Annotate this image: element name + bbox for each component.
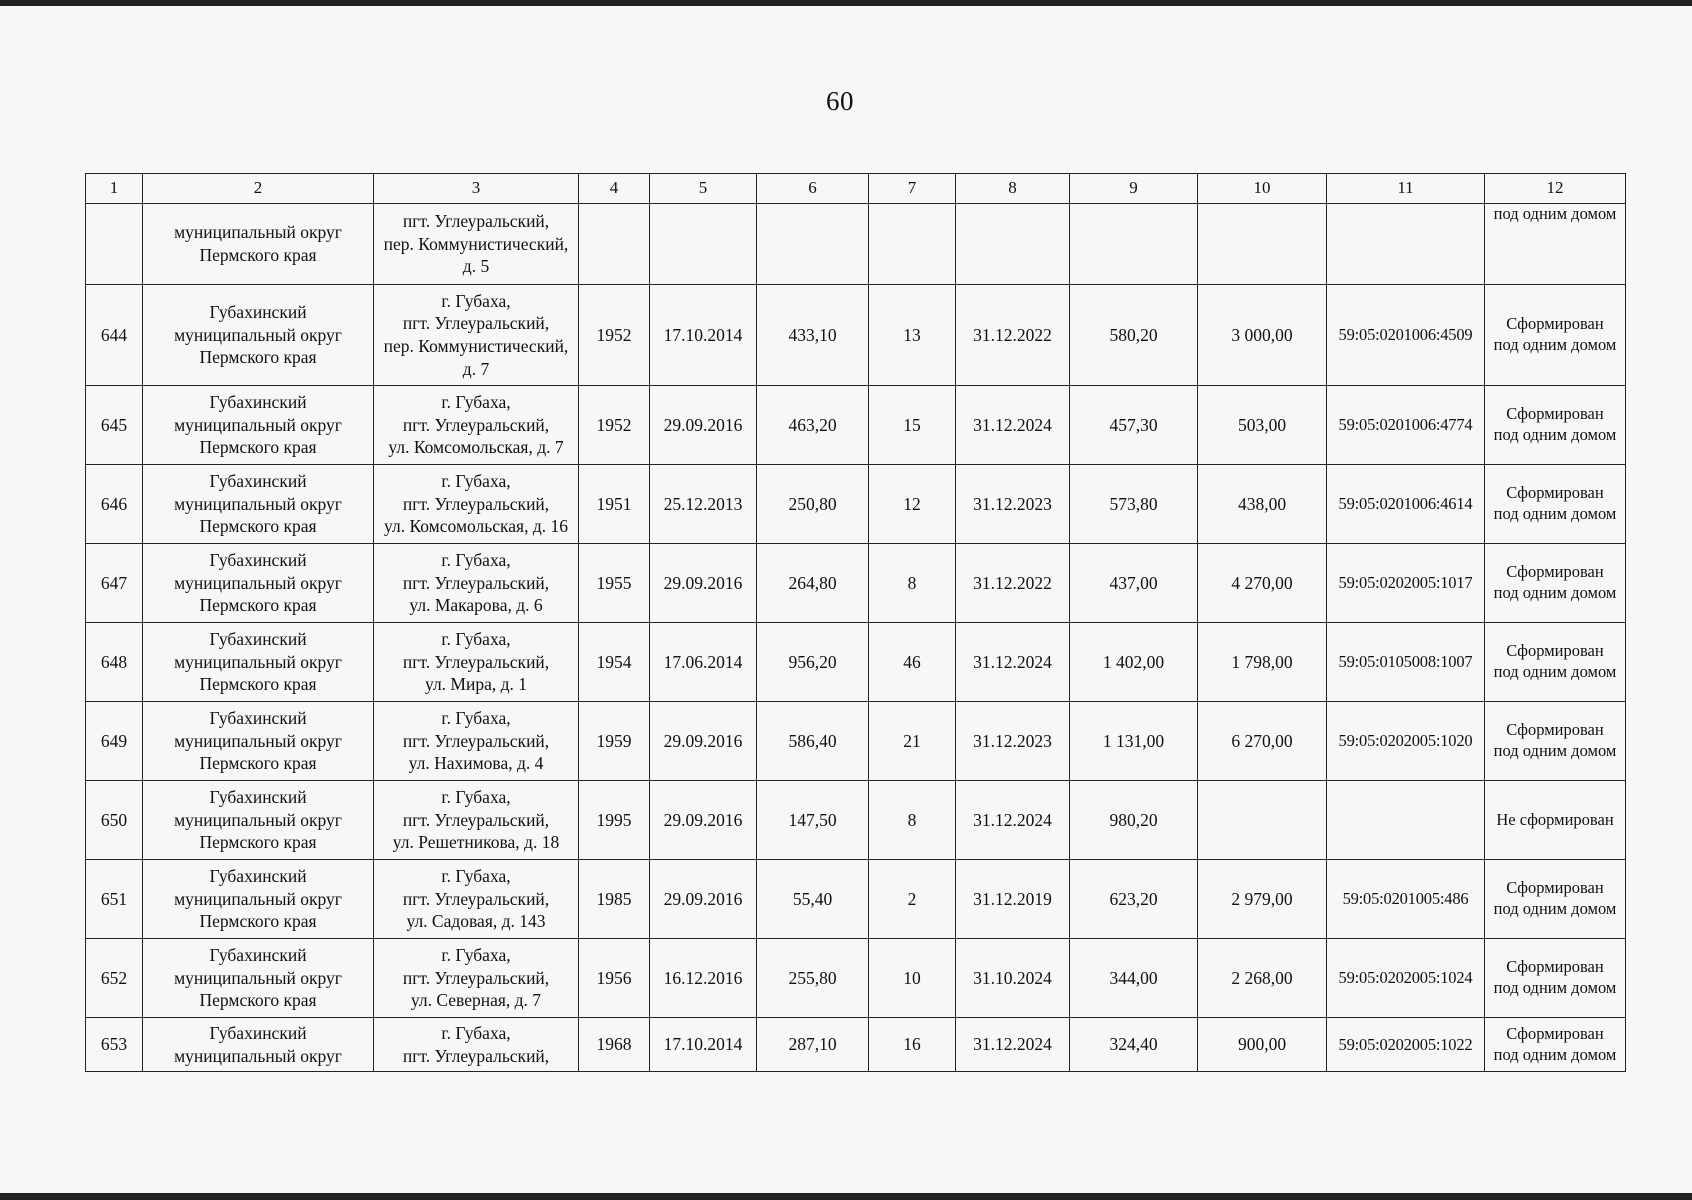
land-status-cell (1485, 939, 1626, 1018)
residents-cell (869, 204, 956, 285)
year-built-cell: 1955 (579, 544, 650, 623)
address-cell-line: г. Губаха, (441, 290, 511, 311)
address-cell-line: д. 7 (462, 358, 490, 379)
municipality-cell-line: Губахинский (209, 301, 307, 322)
municipality-cell-line: Губахинский (209, 944, 307, 965)
housing-registry-table (85, 173, 1626, 1072)
address-cell (374, 1018, 579, 1072)
address-cell-line: г. Губаха, (441, 707, 511, 728)
column-number: 3 (374, 174, 579, 204)
year-built-cell (579, 204, 650, 285)
land-area-cell: 4 270,00 (1198, 544, 1327, 623)
cadastral-number-cell: 59:05:0202005:1020 (1327, 702, 1485, 781)
column-number: 5 (650, 174, 757, 204)
land-status-cell-line: под одним домом (1493, 204, 1617, 223)
land-status-cell (1485, 781, 1626, 860)
residents-cell: 46 (869, 623, 956, 702)
deadline-date-cell (956, 204, 1070, 285)
year-built-cell: 1952 (579, 285, 650, 386)
column-number: 2 (143, 174, 374, 204)
land-area-cell: 2 979,00 (1198, 860, 1327, 939)
deadline-date-cell: 31.12.2024 (956, 1018, 1070, 1072)
address-cell-line: пгт. Углеуральский, (402, 967, 550, 988)
land-status-cell (1485, 285, 1626, 386)
area-cell: 586,40 (757, 702, 869, 781)
year-built-cell: 1956 (579, 939, 650, 1018)
cadastral-number-cell: 59:05:0201005:486 (1327, 860, 1485, 939)
row-number: 653 (86, 1018, 143, 1072)
table-row (86, 285, 1626, 386)
row-number: 650 (86, 781, 143, 860)
municipality-cell-line: Пермского края (199, 245, 317, 265)
column-number: 8 (956, 174, 1070, 204)
area-cell: 264,80 (757, 544, 869, 623)
address-cell-line: ул. Комсомольская, д. 16 (384, 516, 568, 537)
land-area-cell: 438,00 (1198, 465, 1327, 544)
area-cell: 463,20 (757, 386, 869, 465)
municipality-cell (143, 1018, 374, 1072)
land-status-cell-line: под одним домом (1493, 425, 1617, 444)
residents-cell: 16 (869, 1018, 956, 1072)
municipality-cell (143, 285, 374, 386)
municipality-cell (143, 702, 374, 781)
land-status-cell (1485, 702, 1626, 781)
municipality-cell-line: муниципальный округ (174, 730, 342, 751)
address-cell-line: пгт. Углеуральский, (402, 493, 550, 514)
municipality-cell-line: Губахинский (209, 1022, 307, 1043)
value-cell: 980,20 (1070, 781, 1198, 860)
year-built-cell: 1985 (579, 860, 650, 939)
row-number: 647 (86, 544, 143, 623)
value-cell: 437,00 (1070, 544, 1198, 623)
value-cell: 1 402,00 (1070, 623, 1198, 702)
land-status-cell (1485, 386, 1626, 465)
land-status-cell (1485, 860, 1626, 939)
land-status-cell (1485, 623, 1626, 702)
municipality-cell-line: Губахинский (209, 707, 307, 728)
address-cell-line: ул. Мира, д. 1 (424, 674, 528, 695)
date-cell: 29.09.2016 (650, 386, 757, 465)
land-status-cell-line: Сформирован (1506, 957, 1604, 977)
address-cell-line: пгт. Углеуральский, (402, 1045, 550, 1066)
row-number (86, 204, 143, 285)
area-cell: 433,10 (757, 285, 869, 386)
land-status-cell-line: Сформирован (1506, 878, 1604, 898)
municipality-cell-line: Губахинский (209, 549, 307, 570)
address-cell-line: пгт. Углеуральский, (402, 730, 550, 751)
value-cell: 580,20 (1070, 285, 1198, 386)
row-number: 646 (86, 465, 143, 544)
address-cell (374, 386, 579, 465)
column-number: 10 (1198, 174, 1327, 204)
table-row (86, 623, 1626, 702)
area-cell: 147,50 (757, 781, 869, 860)
table-row (86, 860, 1626, 939)
municipality-cell-line: муниципальный округ (174, 967, 342, 988)
deadline-date-cell: 31.12.2023 (956, 465, 1070, 544)
municipality-cell-line: Губахинский (209, 391, 307, 412)
date-cell: 29.09.2016 (650, 702, 757, 781)
column-number: 12 (1485, 174, 1626, 204)
municipality-cell-line: муниципальный округ (174, 222, 342, 243)
municipality-cell-line: муниципальный округ (174, 414, 342, 435)
land-status-cell-line: под одним домом (1493, 335, 1617, 354)
land-status-cell-line: под одним домом (1493, 899, 1617, 918)
table-row (86, 939, 1626, 1018)
municipality-cell-line: Пермского края (199, 347, 317, 368)
land-status-cell-line: Не сформирован (1496, 809, 1614, 829)
row-number: 644 (86, 285, 143, 386)
cadastral-number-cell (1327, 781, 1485, 860)
municipality-cell-line: муниципальный округ (174, 888, 342, 909)
address-cell-line: пгт. Углеуральский, (402, 210, 550, 231)
municipality-cell-line: Пермского края (199, 595, 317, 616)
land-status-cell-line: под одним домом (1493, 741, 1617, 760)
address-cell (374, 285, 579, 386)
municipality-cell-line: Пермского края (199, 990, 317, 1011)
land-area-cell: 503,00 (1198, 386, 1327, 465)
land-status-cell-line: под одним домом (1493, 662, 1617, 681)
municipality-cell (143, 623, 374, 702)
residents-cell: 10 (869, 939, 956, 1018)
year-built-cell: 1995 (579, 781, 650, 860)
deadline-date-cell: 31.12.2019 (956, 860, 1070, 939)
cadastral-number-cell: 59:05:0202005:1024 (1327, 939, 1485, 1018)
deadline-date-cell: 31.12.2024 (956, 623, 1070, 702)
address-cell-line: г. Губаха, (441, 470, 511, 491)
address-cell-line: ул. Макарова, д. 6 (409, 595, 543, 616)
date-cell: 17.10.2014 (650, 1018, 757, 1072)
land-status-cell-line: под одним домом (1493, 504, 1617, 523)
land-status-cell-line: под одним домом (1493, 583, 1617, 602)
land-area-cell: 1 798,00 (1198, 623, 1327, 702)
area-cell (757, 204, 869, 285)
deadline-date-cell: 31.12.2022 (956, 544, 1070, 623)
value-cell: 1 131,00 (1070, 702, 1198, 781)
municipality-cell-line: муниципальный округ (174, 809, 342, 830)
deadline-date-cell: 31.10.2024 (956, 939, 1070, 1018)
date-cell: 17.10.2014 (650, 285, 757, 386)
address-cell-line: д. 5 (462, 256, 490, 277)
municipality-cell (143, 860, 374, 939)
cadastral-number-cell: 59:05:0105008:1007 (1327, 623, 1485, 702)
column-number: 11 (1327, 174, 1485, 204)
municipality-cell (143, 465, 374, 544)
address-cell (374, 204, 579, 285)
residents-cell: 13 (869, 285, 956, 386)
date-cell: 16.12.2016 (650, 939, 757, 1018)
area-cell: 255,80 (757, 939, 869, 1018)
date-cell: 17.06.2014 (650, 623, 757, 702)
address-cell-line: ул. Нахимова, д. 4 (408, 753, 544, 774)
land-status-cell-line: Сформирован (1506, 1023, 1604, 1043)
cadastral-number-cell: 59:05:0202005:1022 (1327, 1018, 1485, 1072)
address-cell-line: г. Губаха, (441, 391, 511, 412)
land-status-cell (1485, 544, 1626, 623)
address-cell (374, 781, 579, 860)
land-area-cell: 3 000,00 (1198, 285, 1327, 386)
table-row (86, 465, 1626, 544)
land-area-cell (1198, 781, 1327, 860)
scan-bottom-edge (0, 1193, 1692, 1200)
municipality-cell (143, 781, 374, 860)
row-number: 648 (86, 623, 143, 702)
land-area-cell (1198, 204, 1327, 285)
land-status-cell-line: Сформирован (1506, 404, 1604, 424)
land-status-cell-line: Сформирован (1506, 641, 1604, 661)
area-cell: 287,10 (757, 1018, 869, 1072)
municipality-cell-line: Губахинский (209, 865, 307, 886)
page-number: 60 (826, 86, 854, 116)
date-cell: 29.09.2016 (650, 544, 757, 623)
address-cell-line: г. Губаха, (441, 1022, 511, 1043)
value-cell: 344,00 (1070, 939, 1198, 1018)
row-number: 652 (86, 939, 143, 1018)
municipality-cell-line: Губахинский (209, 786, 307, 807)
municipality-cell (143, 544, 374, 623)
municipality-cell-line: муниципальный округ (174, 324, 342, 345)
address-cell-line: г. Губаха, (441, 628, 511, 649)
table-row (86, 1018, 1626, 1072)
continuation-row (86, 204, 1626, 285)
residents-cell: 21 (869, 702, 956, 781)
address-cell-line: пгт. Углеуральский, (402, 888, 550, 909)
municipality-cell-line: муниципальный округ (174, 1045, 342, 1066)
column-number-row (86, 174, 1626, 204)
municipality-cell (143, 939, 374, 1018)
row-number: 651 (86, 860, 143, 939)
column-number: 9 (1070, 174, 1198, 204)
address-cell-line: пер. Коммунистический, (383, 336, 569, 356)
municipality-cell-line: муниципальный округ (174, 493, 342, 514)
municipality-cell-line: Губахинский (209, 628, 307, 649)
address-cell-line: ул. Решетникова, д. 18 (392, 832, 560, 853)
land-status-cell (1485, 204, 1626, 285)
table-row (86, 702, 1626, 781)
municipality-cell-line: муниципальный округ (174, 572, 342, 593)
land-area-cell: 2 268,00 (1198, 939, 1327, 1018)
land-area-cell: 6 270,00 (1198, 702, 1327, 781)
column-number: 4 (579, 174, 650, 204)
address-cell-line: пгт. Углеуральский, (402, 809, 550, 830)
column-number: 6 (757, 174, 869, 204)
table-row (86, 386, 1626, 465)
address-cell (374, 544, 579, 623)
residents-cell: 12 (869, 465, 956, 544)
municipality-cell (143, 386, 374, 465)
municipality-cell (143, 204, 374, 285)
value-cell: 573,80 (1070, 465, 1198, 544)
land-status-cell (1485, 1018, 1626, 1072)
land-status-cell-line: Сформирован (1506, 562, 1604, 582)
address-cell-line: пгт. Углеуральский, (402, 414, 550, 435)
date-cell: 29.09.2016 (650, 860, 757, 939)
area-cell: 956,20 (757, 623, 869, 702)
address-cell-line: пгт. Углеуральский, (402, 313, 550, 334)
land-status-cell (1485, 465, 1626, 544)
address-cell-line: ул. Комсомольская, д. 7 (388, 437, 564, 458)
value-cell (1070, 204, 1198, 285)
date-cell: 29.09.2016 (650, 781, 757, 860)
land-status-cell-line: Сформирован (1506, 483, 1604, 503)
residents-cell: 2 (869, 860, 956, 939)
column-number: 7 (869, 174, 956, 204)
address-cell-line: г. Губаха, (441, 944, 511, 965)
address-cell-line: г. Губаха, (441, 786, 511, 807)
table-body (86, 204, 1626, 1072)
residents-cell: 8 (869, 781, 956, 860)
table-row (86, 781, 1626, 860)
cadastral-number-cell: 59:05:0201006:4509 (1327, 285, 1485, 386)
row-number: 649 (86, 702, 143, 781)
residents-cell: 15 (869, 386, 956, 465)
value-cell: 623,20 (1070, 860, 1198, 939)
address-cell (374, 860, 579, 939)
address-cell-line: ул. Садовая, д. 143 (406, 911, 546, 932)
municipality-cell-line: Пермского края (199, 753, 317, 774)
address-cell (374, 623, 579, 702)
address-cell (374, 465, 579, 544)
address-cell-line: пгт. Углеуральский, (402, 651, 550, 672)
municipality-cell-line: Пермского края (199, 437, 317, 458)
cadastral-number-cell: 59:05:0201006:4614 (1327, 465, 1485, 544)
table-row (86, 544, 1626, 623)
address-cell-line: пгт. Углеуральский, (402, 572, 550, 593)
land-status-cell-line: Сформирован (1506, 314, 1604, 334)
address-cell-line: пер. Коммунистический, (383, 233, 569, 254)
deadline-date-cell: 31.12.2022 (956, 285, 1070, 386)
year-built-cell: 1952 (579, 386, 650, 465)
municipality-cell-line: Губахинский (209, 470, 307, 491)
column-number: 1 (86, 174, 143, 204)
land-status-cell-line: под одним домом (1493, 978, 1617, 997)
address-cell-line: г. Губаха, (441, 549, 511, 570)
scan-top-edge (0, 0, 1692, 6)
date-cell (650, 204, 757, 285)
deadline-date-cell: 31.12.2024 (956, 386, 1070, 465)
year-built-cell: 1951 (579, 465, 650, 544)
municipality-cell-line: Пермского края (199, 674, 317, 695)
municipality-cell-line: Пермского края (199, 832, 317, 853)
year-built-cell: 1954 (579, 623, 650, 702)
deadline-date-cell: 31.12.2023 (956, 702, 1070, 781)
residents-cell: 8 (869, 544, 956, 623)
municipality-cell-line: муниципальный округ (174, 651, 342, 672)
land-status-cell-line: Сформирован (1506, 720, 1604, 740)
area-cell: 250,80 (757, 465, 869, 544)
cadastral-number-cell (1327, 204, 1485, 285)
cadastral-number-cell: 59:05:0202005:1017 (1327, 544, 1485, 623)
land-area-cell: 900,00 (1198, 1018, 1327, 1072)
municipality-cell-line: Пермского края (199, 516, 317, 537)
municipality-cell-line: Пермского края (199, 911, 317, 932)
address-cell (374, 702, 579, 781)
year-built-cell: 1959 (579, 702, 650, 781)
value-cell: 457,30 (1070, 386, 1198, 465)
cadastral-number-cell: 59:05:0201006:4774 (1327, 386, 1485, 465)
address-cell-line: ул. Северная, д. 7 (410, 990, 542, 1011)
address-cell-line: г. Губаха, (441, 865, 511, 886)
land-status-cell-line: под одним домом (1493, 1044, 1617, 1064)
address-cell (374, 939, 579, 1018)
area-cell: 55,40 (757, 860, 869, 939)
date-cell: 25.12.2013 (650, 465, 757, 544)
deadline-date-cell: 31.12.2024 (956, 781, 1070, 860)
value-cell: 324,40 (1070, 1018, 1198, 1072)
row-number: 645 (86, 386, 143, 465)
year-built-cell: 1968 (579, 1018, 650, 1072)
